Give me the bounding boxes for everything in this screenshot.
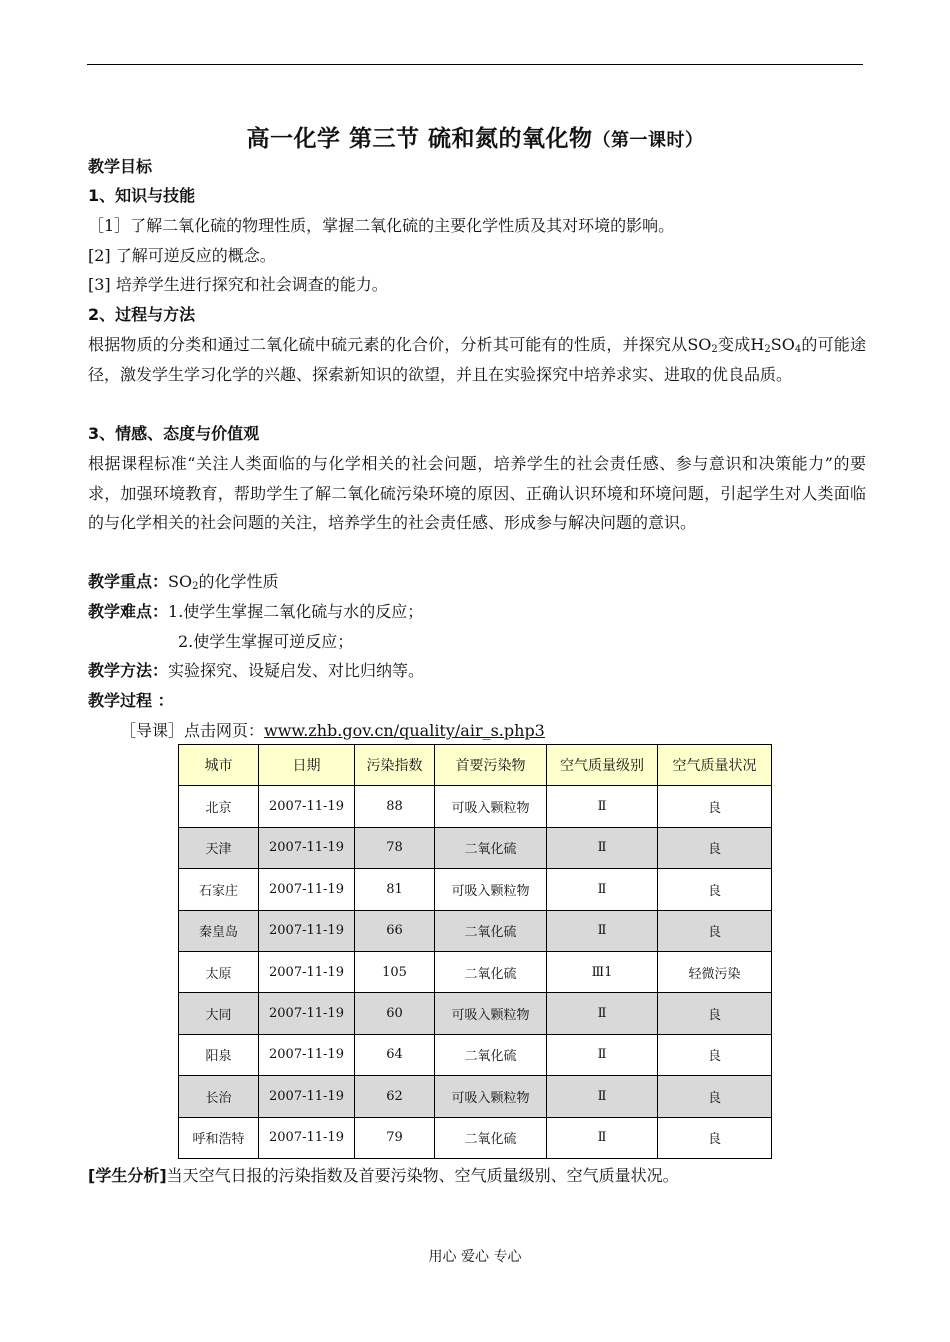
- section1-heading: 1、知识与技能: [88, 186, 196, 205]
- cell-city: 石家庄: [179, 869, 259, 910]
- section3-paragraph: 根据课程标准“关注人类面临的与化学相关的社会问题，培养学生的社会责任感、参与意识和决策能力”的要求，加强环境教育，帮助学生了解二氧化硫污染环境的原因、正确认识环境和环境问题，引起学生对人类面临的与化学相关的社会问题的关注，培养学生的社会责任感、形成参与解决问题的意识。: [88, 454, 866, 533]
- header-city: 城市: [179, 745, 259, 786]
- cell-city: 北京: [179, 786, 259, 827]
- section1-item-2: [2] 了解可逆反应的概念。: [88, 246, 276, 265]
- cell-pollutant: 可吸入颗粒物: [435, 993, 547, 1034]
- analysis-text: 当天空气日报的污染指数及首要污染物、空气质量级别、空气质量状况。: [166, 1166, 679, 1185]
- cell-status: 轻微污染: [658, 951, 772, 992]
- section2-heading: 2、过程与方法: [88, 305, 196, 324]
- header-index: 污染指数: [355, 745, 435, 786]
- so4-subscript: 4: [794, 344, 802, 355]
- cell-index: 79: [355, 1117, 435, 1158]
- cell-pollutant: 二氧化硫: [435, 827, 547, 868]
- cell-pollutant: 二氧化硫: [435, 951, 547, 992]
- section2-text-d: 的可能途径，激发学生学习化学的兴趣、探索新知识的欲望，并且在实验探究中培养求实、进取的优良品质。: [88, 335, 866, 384]
- page-title: [0, 120, 950, 153]
- cell-status: 良: [658, 993, 772, 1034]
- table-row: [179, 910, 772, 951]
- cell-city: 大同: [179, 993, 259, 1034]
- cell-date: 2007-11-19: [259, 1034, 355, 1075]
- cell-level: Ⅱ: [547, 1117, 658, 1158]
- air-quality-table: [178, 744, 772, 1159]
- title-main: 高一化学 第三节 硫和氮的氧化物: [246, 126, 593, 152]
- cell-city: 秦皇岛: [179, 910, 259, 951]
- cell-date: 2007-11-19: [259, 869, 355, 910]
- cell-status: 良: [658, 869, 772, 910]
- analysis-label: [学生分析]: [88, 1166, 167, 1185]
- cell-level: Ⅲ1: [547, 951, 658, 992]
- cell-city: 阳泉: [179, 1034, 259, 1075]
- cell-date: 2007-11-19: [259, 993, 355, 1034]
- section1-item-3: [3] 培养学生进行探究和社会调查的能力。: [88, 275, 388, 294]
- cell-status: 良: [658, 910, 772, 951]
- cell-date: 2007-11-19: [259, 1076, 355, 1117]
- table-row: [179, 827, 772, 868]
- cell-index: 88: [355, 786, 435, 827]
- objectives-heading: 教学目标: [88, 157, 153, 176]
- cell-pollutant: 二氧化硫: [435, 1117, 547, 1158]
- cell-index: 105: [355, 951, 435, 992]
- header-level: 空气质量级别: [547, 745, 658, 786]
- cell-city: 呼和浩特: [179, 1117, 259, 1158]
- cell-status: 良: [658, 786, 772, 827]
- intro-line: [120, 716, 896, 746]
- cell-date: 2007-11-19: [259, 786, 355, 827]
- difficulty-item-2: 2.使学生掌握可逆反应；: [178, 632, 354, 651]
- key-point-text: SO: [168, 572, 193, 591]
- key-point-text-after: 的化学性质: [198, 572, 279, 591]
- cell-pollutant: 二氧化硫: [435, 910, 547, 951]
- table-row: [179, 951, 772, 992]
- cell-index: 60: [355, 993, 435, 1034]
- cell-pollutant: 可吸入颗粒物: [435, 869, 547, 910]
- table-row: [179, 1117, 772, 1158]
- cell-level: Ⅱ: [547, 827, 658, 868]
- header-pollutant: 首要污染物: [435, 745, 547, 786]
- cell-index: 81: [355, 869, 435, 910]
- header-rule: [87, 64, 863, 65]
- cell-level: Ⅱ: [547, 869, 658, 910]
- method-label: 教学方法：: [88, 661, 169, 680]
- table-row: [179, 869, 772, 910]
- cell-status: 良: [658, 1117, 772, 1158]
- difficulty: [88, 597, 864, 627]
- cell-pollutant: 二氧化硫: [435, 1034, 547, 1075]
- method-text: 实验探究、设疑启发、对比归纳等。: [168, 661, 425, 680]
- key-point: [88, 567, 864, 597]
- cell-level: Ⅱ: [547, 1034, 658, 1075]
- difficulty-item-1: 1.使学生掌握二氧化硫与水的反应；: [168, 602, 424, 621]
- cell-status: 良: [658, 1076, 772, 1117]
- table-row: [179, 1034, 772, 1075]
- cell-status: 良: [658, 1034, 772, 1075]
- intro-link[interactable]: www.zhb.gov.cn/quality/air_s.php3: [264, 721, 545, 740]
- section1-item-1: ［1］了解二氧化硫的物理性质，掌握二氧化硫的主要化学性质及其对环境的影响。: [88, 216, 675, 235]
- section2-text-b: 变成H: [717, 335, 765, 354]
- page-footer: 用心 爱心 专心: [428, 1249, 522, 1265]
- cell-date: 2007-11-19: [259, 827, 355, 868]
- cell-index: 66: [355, 910, 435, 951]
- cell-index: 62: [355, 1076, 435, 1117]
- intro-prefix: ［导课］点击网页：: [120, 721, 265, 740]
- cell-status: 良: [658, 827, 772, 868]
- cell-city: 长治: [179, 1076, 259, 1117]
- cell-city: 太原: [179, 951, 259, 992]
- cell-city: 天津: [179, 827, 259, 868]
- cell-level: Ⅱ: [547, 910, 658, 951]
- cell-level: Ⅱ: [547, 1076, 658, 1117]
- section2-text-a: 根据物质的分类和通过二氧化硫中硫元素的化合价，分析其可能有的性质，并探究从SO: [88, 335, 712, 354]
- section2-paragraph: [88, 330, 866, 389]
- key-point-subscript: 2: [192, 581, 199, 592]
- cell-pollutant: 可吸入颗粒物: [435, 1076, 547, 1117]
- cell-index: 78: [355, 827, 435, 868]
- difficulty-label: 教学难点：: [88, 602, 169, 621]
- method: [88, 656, 864, 686]
- key-point-label: 教学重点：: [88, 572, 169, 591]
- cell-level: Ⅱ: [547, 786, 658, 827]
- title-sub: （第一课时）: [592, 130, 704, 151]
- cell-index: 64: [355, 1034, 435, 1075]
- cell-date: 2007-11-19: [259, 951, 355, 992]
- section2-text-c: SO: [770, 335, 795, 354]
- process-label: 教学过程 ：: [88, 691, 174, 710]
- cell-pollutant: 可吸入颗粒物: [435, 786, 547, 827]
- table-row: [179, 993, 772, 1034]
- cell-level: Ⅱ: [547, 993, 658, 1034]
- header-status: 空气质量状况: [658, 745, 772, 786]
- table-row: [179, 786, 772, 827]
- so2-subscript: 2: [711, 344, 718, 355]
- table-row: [179, 1076, 772, 1117]
- section3-heading: 3、情感、态度与价值观: [88, 424, 260, 443]
- h2-subscript: 2: [764, 344, 771, 355]
- analysis: [88, 1161, 864, 1191]
- cell-date: 2007-11-19: [259, 910, 355, 951]
- cell-date: 2007-11-19: [259, 1117, 355, 1158]
- header-date: 日期: [259, 745, 355, 786]
- table-header-row: [179, 745, 772, 786]
